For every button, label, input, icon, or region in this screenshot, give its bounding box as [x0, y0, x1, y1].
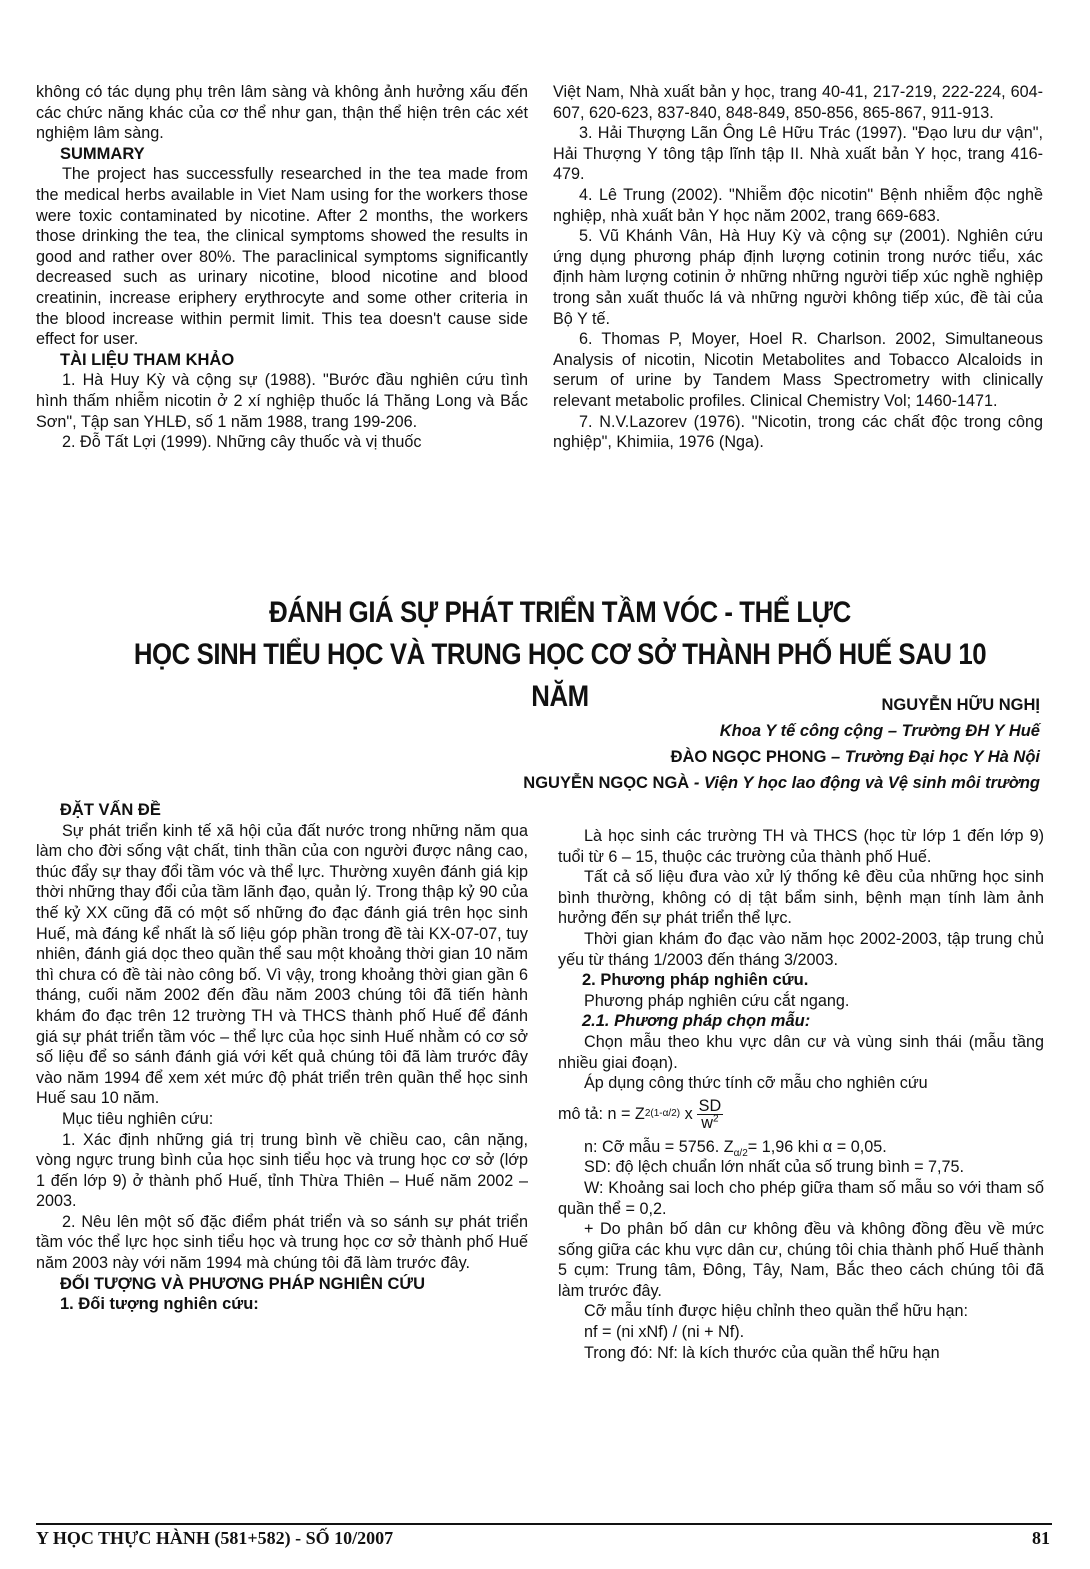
conclusion-paragraph: không có tác dụng phụ trên lâm sàng và không ảnh hưởng xấu đến các chức năng khác của cơ thể như gan, thận thể hiện trên các xét nghiệm lâm sàng. — [36, 83, 528, 143]
bottom-left-column — [36, 800, 528, 1315]
reference-2-continued: Việt Nam, Nhà xuất bản y học, trang 40-41, 217-219, 222-224, 604-607, 620-623, 837-840, 848-849, 850-856, 865-867, 911-913. — [553, 83, 1043, 122]
author-list — [140, 692, 1040, 796]
method-heading: 2. Phương pháp nghiên cứu. — [582, 971, 809, 990]
reference-5: 5. Vũ Khánh Vân, Hà Huy Kỳ và cộng sự (2001). Nghiên cứu ứng dụng phương pháp định lượng cotinin trong nước tiểu, xác định hàm lượng cotinin ở những những người tiếp xúc nghề nghiệp trong sản xuất thuốc lá và những người không tiếp xúc, đề tài của Bộ Y tế. — [553, 227, 1043, 328]
top-right-column — [553, 82, 1043, 453]
formula-denominator: w — [701, 1113, 713, 1132]
formula-prefix: mô tả: n = Z — [558, 1104, 645, 1123]
formula-denominator-sup: 2 — [712, 1113, 719, 1125]
data-criteria-paragraph: Tất cả số liệu đưa vào xử lý thống kê đều của những học sinh bình thường, không có dị tật bẩm sinh, bệnh mạn tính làm ảnh hưởng đến sự phát triển thể lực. — [558, 868, 1044, 928]
reference-3: 3. Hải Thượng Lãn Ông Lê Hữu Trác (1997). "Đạo lưu dư vận", Hải Thượng Y tông tập lĩnh tập II. Nhà xuất bản Y học, trang 416-479. — [553, 124, 1043, 184]
reference-7: 7. N.V.Lazorev (1976). "Nicotin, trong các chất độc trong công nghiệp", Khimiia, 1976 (Nga). — [553, 412, 1043, 452]
sampling-heading: 2.1. Phương pháp chọn mẫu: — [582, 1012, 811, 1031]
formula-numerator: SD — [698, 1096, 722, 1115]
subjects-heading: 1. Đối tượng nghiên cứu: — [60, 1295, 259, 1314]
reference-1: 1. Hà Huy Kỳ và cộng sự (1988). "Bước đầu nghiên cứu tình hình thấm nhiễm nicotin ở 2 xí nghiệp thuốc lá Thăng Long và Bắc Sơn", Tập san YHLĐ, số 1 năm 1988, trang 199-206. — [36, 371, 528, 431]
sample-size-definition — [558, 1137, 1044, 1158]
objective-1: 1. Xác định những giá trị trung bình về chiều cao, cân nặng, vòng ngực trung bình của học sinh tiểu học và trung học cơ sở (lớp 1 đến lớp 9) ở thành phố Huế, tỉnh Thừa Thiên – Huế năm 2002 – 2003. — [36, 1130, 528, 1211]
article-title-line-2: HỌC SINH TIỂU HỌC VÀ TRUNG HỌC CƠ SỞ THÀNH PHỐ HUẾ SAU 10 NĂM — [133, 638, 987, 713]
author-2: ĐÀO NGỌC PHONG — [670, 748, 827, 766]
affiliation-1: Khoa Y tế công cộng – Trường ĐH Y Huế — [719, 722, 1040, 740]
subjects-paragraph: Là học sinh các trường TH và THCS (học từ lớp 1 đến lớp 9) tuổi từ 6 – 15, thuộc các trường của thành phố Huế. — [558, 827, 1044, 866]
author-1: NGUYỄN HỮU NGHỊ — [881, 696, 1040, 714]
summary-heading: SUMMARY — [60, 144, 145, 163]
finite-population-formula: nf = (ni xNf) / (ni + Nf). — [584, 1323, 745, 1342]
method-paragraph: Phương pháp nghiên cứu cắt ngang. — [584, 991, 850, 1010]
author-3: NGUYỄN NGỌC NGÀ — [523, 774, 690, 792]
article-title-line-1: ĐÁNH GIÁ SỰ PHÁT TRIỂN TẦM VÓC - THỂ LỰC — [269, 596, 851, 629]
sample-size-text: n: Cỡ mẫu = 5756. Z — [584, 1137, 734, 1156]
page-number: 81 — [1032, 1528, 1050, 1548]
timing-paragraph: Thời gian khám đo đạc vào năm học 2002-2003, tập trung chủ yếu từ tháng 1/2003 đến tháng 3/2003. — [558, 929, 1044, 969]
top-left-column — [36, 82, 528, 453]
footer-rule — [36, 1523, 1052, 1525]
objectives-label: Mục tiêu nghiên cứu: — [62, 1109, 214, 1128]
where-paragraph: Trong đó: Nf: là kích thước của quần thể hữu hạn — [584, 1343, 940, 1362]
w-definition: W: Khoảng sai loch cho phép giữa tham số mẫu so với tham số quần thể = 0,2. — [558, 1178, 1044, 1218]
formula-intro: Áp dụng công thức tính cỡ mẫu cho nghiên cứu — [584, 1074, 928, 1093]
affiliation-2: – Trường Đại học Y Hà Nội — [831, 748, 1040, 766]
methods-heading: ĐỐI TƯỢNG VÀ PHƯƠNG PHÁP NGHIÊN CỨU — [60, 1274, 426, 1293]
reference-6: 6. Thomas P, Moyer, Hoel R. Charlson. 2002, Simultaneous Analysis of nicotin, Nicotin Metabolites and Tobacco Alcaloids in serum of urine by Tandem Mass Spectrometry with clinically relevant metabolic profiles. Clinical Chemistry Vol; 1460-1471. — [553, 330, 1043, 410]
objective-2: 2. Nêu lên một số đặc điểm phát triển và so sánh sự phát triển tầm vóc thể lực học sinh tiểu học và trung học cơ sở thành phố Huế năm 2003 này với năm 1994 mà chúng tôi đã làm trước đây. — [36, 1212, 528, 1273]
sample-size-formula: mô tả: n = Z 2 (1-α/2) x $\frac{SD}{w^2}$ — [558, 1096, 722, 1132]
reference-2: 2. Đỗ Tất Lợi (1999). Những cây thuốc và vị thuốc — [62, 433, 422, 452]
z-subscript: α/2 — [733, 1147, 748, 1159]
z-value-text: = 1,96 khi α = 0,05. — [747, 1137, 887, 1156]
sd-definition: SD: độ lệch chuẩn lớn nhất của số trung bình = 7,75. — [584, 1158, 965, 1177]
references-heading: TÀI LIỆU THAM KHẢO — [60, 350, 235, 369]
affiliation-3: - Viện Y học lao động và Vệ sinh môi trường — [693, 774, 1040, 792]
bottom-right-column — [558, 826, 1044, 1363]
sampling-paragraph: Chọn mẫu theo khu vực dân cư và vùng sinh thái (mẫu tầng nhiều giai đoạn). — [558, 1032, 1044, 1072]
formula-times: x — [684, 1104, 693, 1123]
introduction-heading: ĐẶT VẤN ĐỀ — [60, 801, 161, 819]
finite-population-paragraph: Cỡ mẫu tính được hiệu chỉnh theo quần thể hữu hạn: — [584, 1302, 968, 1321]
formula-fraction — [697, 1098, 724, 1131]
journal-footer: Y HỌC THỰC HÀNH (581+582) - SỐ 10/2007 — [36, 1528, 394, 1548]
summary-text: The project has successfully researched in the tea made from the medical herbs available in Viet Nam using for the workers those were toxic contaminated by nicotine. After 2 months, the workers those drinking the tea, the clinical symptoms showed the results in good and rather over 80%. The paraclinical symptoms significantly decreased such as urinary nicotine, blood nicotine and blood creatinin, increase eriphery erythrocyte and some other criteria in the blood increase within permit limit. This tea doesn't cause side effect for user. — [36, 165, 528, 349]
cluster-paragraph: + Do phân bố dân cư không đều và không đồng đều về mức sống giữa các khu vực dân cư, chúng tôi chia thành phố Huế thành 5 cụm: Trung tâm, Đông, Tây, Nam, Bắc theo cách chúng tôi đã làm trước đây. — [558, 1220, 1044, 1300]
reference-4: 4. Lê Trung (2002). "Nhiễm độc nicotin" Bệnh nhiễm độc nghề nghiệp, nhà xuất bản Y học năm 2002, trang 669-683. — [553, 185, 1043, 225]
introduction-paragraph: Sự phát triển kinh tế xã hội của đất nước trong những năm qua làm cho đời sống vật chất, tinh thần của con người được nâng cao, thúc đẩy sự thay đổi tầm vóc và thể lực. Thường xuyên đánh giá kịp thời những thay đổi của tầm lãnh đạo, quản lý. Trong thập kỷ 90 của thế kỷ XX cũng đã có một số những đo đạc đánh giá trên học sinh Huế, mà đáng kể nhất là số liệu góp phần trong đề tài KX-07-07, tuy nhiên, đánh giá dọc theo quần thể sau một khoảng thời gian 10 năm thì chưa có đề tài nào công bố. Vì vậy, trong khoảng thời gian gần 6 tháng, cuối năm 2002 đến đầu năm 2003 chúng tôi đã tiến hành khám đo đạc trên 12 trường TH và THCS thành phố Huế để đánh giá sự phát triển tầm vóc – thể lực của học sinh Huế nhằm có cơ sở số liệu để so sánh đánh giá với kết quả chúng tôi đã làm trước đây vào năm 1994 để xem xét mức độ phát triển trên quần thể học sinh Huế sau 10 năm. — [36, 821, 528, 1108]
